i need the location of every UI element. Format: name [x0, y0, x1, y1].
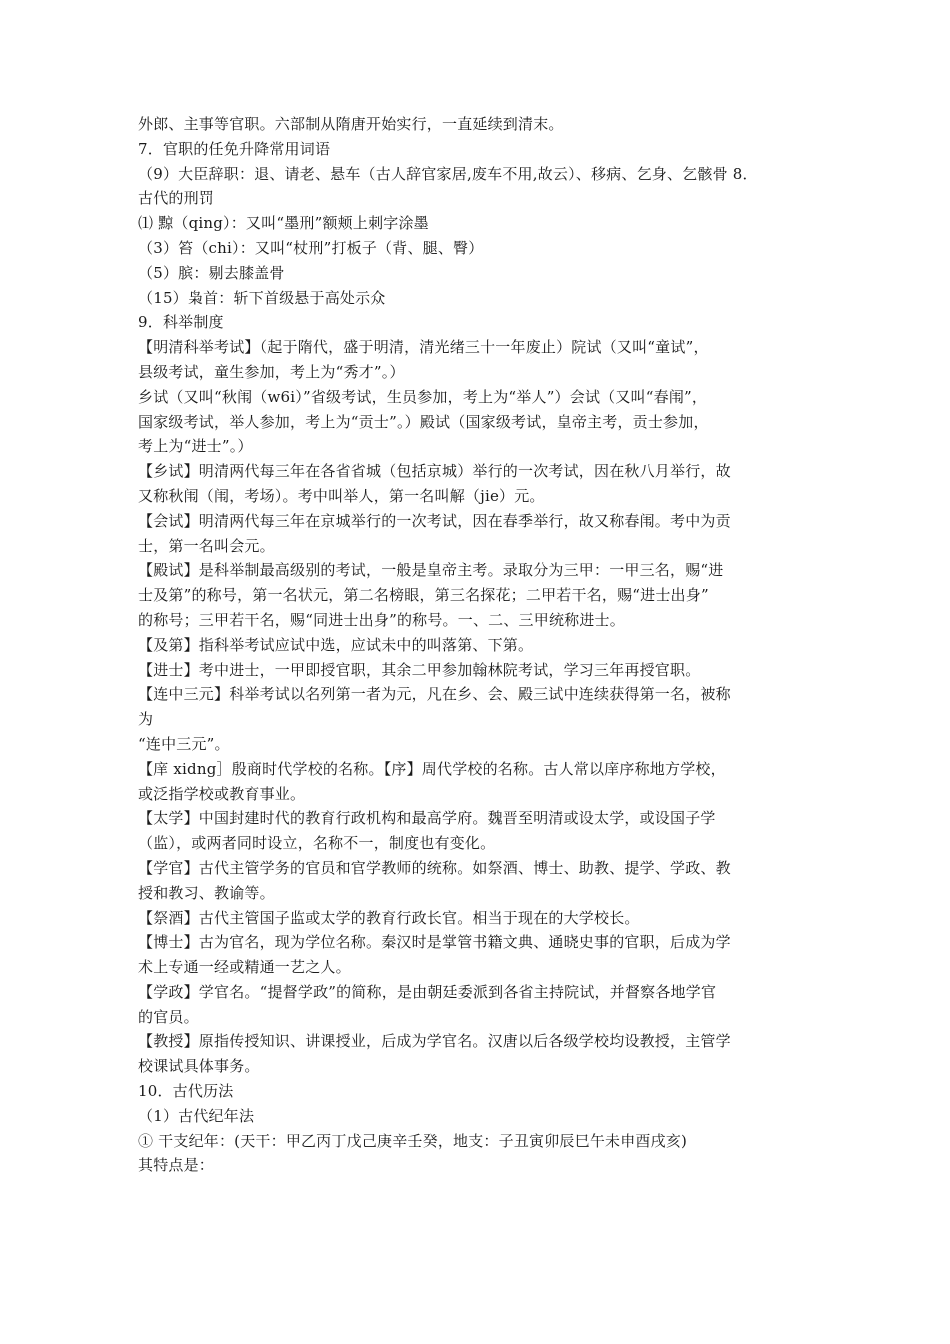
- text-line: 【教授】原指传授知识、讲课授业，后成为学官名。汉唐以后各级学校均设教授，主管学: [138, 1032, 731, 1051]
- text-line: 【学官】古代主管学务的官员和官学教师的统称。如祭酒、博士、助教、提学、学政、教: [138, 858, 731, 877]
- text-line: （9）大臣辞职：退、请老、悬车（古人辞官家居,废车不用,故云）、移病、乞身、乞骸骨 8．: [138, 164, 758, 183]
- text-line: 或泛指学校或教育事业。: [138, 784, 306, 803]
- text-line: “连中三元”。: [138, 734, 230, 753]
- text-line: 【殿试】是科举制最高级别的考试，一般是皇帝主考。录取分为三甲：一甲三名，赐“进: [138, 561, 724, 580]
- text-line: 【庠 xidng］殷商时代学校的名称。【序】周代学校的名称。古人常以庠序称地方学校，: [138, 759, 726, 778]
- text-line: （3）笞（chi）：又叫“杖刑”打板子（背、腿、臀）: [138, 238, 484, 257]
- text-line: 其特点是：: [138, 1156, 215, 1175]
- text-line: 校课试具体事务。: [138, 1057, 260, 1076]
- section-heading: 9．科举制度: [138, 313, 224, 332]
- text-line: 【太学】中国封建时代的教育行政机构和最高学府。魏晋至明清或设太学，或设国子学: [138, 809, 716, 828]
- section-heading: 10．古代历法: [138, 1082, 234, 1101]
- text-line: ⑴ 黥（qing）：又叫“墨刑”额颊上刺字涂墨: [138, 214, 429, 233]
- text-line: 【博士】古为官名，现为学位名称。秦汉时是掌管书籍文典、通晓史事的官职，后成为学: [138, 933, 731, 952]
- text-line: 乡试（又叫“秋闱（w6i）”省级考试，生员参加，考上为“举人”）会试（又叫“春闱”，: [138, 387, 708, 406]
- text-line: 士，第一名叫会元。: [138, 536, 275, 555]
- text-line: 的称号；三甲若干名，赐“同进士出身”的称号。一、二、三甲统称进士。: [138, 610, 625, 629]
- text-line: 为: [138, 710, 154, 729]
- text-line: （15）枭首：斩下首级悬于高处示众: [138, 288, 386, 307]
- text-line: 【会试】明清两代每三年在京城举行的一次考试，因在春季举行，故又称春闱。考中为贡: [138, 511, 731, 530]
- text-line: 国家级考试，举人参加，考上为“贡士”。）殿试（国家级考试，皇帝主考，贡士参加，: [138, 412, 709, 431]
- text-line: 【连中三元】科举考试以名列第一者为元，凡在乡、会、殿三试中连续获得第一名，被称: [138, 685, 731, 704]
- text-line: （监），或两者同时设立，名称不一，制度也有变化。: [138, 834, 496, 853]
- section-heading: 7．官职的任免升降常用词语: [138, 139, 331, 158]
- text-line: ① 干支纪年：(天干：甲乙丙丁戊己庚辛壬癸，地支：子丑寅卯辰巳午未申酉戌亥): [138, 1131, 688, 1150]
- text-line: 术上专通一经或精通一艺之人。: [138, 958, 351, 977]
- text-line: （1）古代纪年法: [138, 1106, 255, 1125]
- text-line: 士及第”的称号，第一名状元，第二名榜眼，第三名探花；二甲若干名，赐“进士出身”: [138, 586, 709, 605]
- text-line: 授和教习、教谕等。: [138, 883, 275, 902]
- text-line: 【及第】指科举考试应试中选，应试未中的叫落第、下第。: [138, 635, 534, 654]
- text-line: 【进士】考中进士，一甲即授官职，其余二甲参加翰林院考试，学习三年再授官职。: [138, 660, 701, 679]
- text-line: 县级考试，童生参加，考上为“秀才”。）: [138, 362, 405, 381]
- text-line: 【乡试】明清两代每三年在各省省城（包括京城）举行的一次考试，因在秋八月举行，故: [138, 462, 731, 481]
- text-line: 【祭酒】古代主管国子监或太学的教育行政长官。相当于现在的大学校长。: [138, 908, 640, 927]
- text-line: 【明清科举考试】（起于隋代，盛于明清，清光绪三十一年废止）院试（又叫“童试”，: [138, 338, 709, 357]
- document-body: [138, 112, 818, 1178]
- text-line: 【学政】学官名。“提督学政”的简称，是由朝廷委派到各省主持院试，并督察各地学官: [138, 982, 717, 1001]
- text-line: 的官员。: [138, 1007, 199, 1026]
- text-line: 考上为“进士”。）: [138, 437, 253, 456]
- text-line: 外郎、主事等官职。六部制从隋唐开始实行，一直延续到清末。: [138, 115, 564, 133]
- text-line: 古代的刑罚: [138, 189, 215, 208]
- text-line: 又称秋闱（闱，考场）。考中叫举人，第一名叫解（jie）元。: [138, 486, 545, 505]
- text-line: （5）膑：剔去膝盖骨: [138, 263, 285, 282]
